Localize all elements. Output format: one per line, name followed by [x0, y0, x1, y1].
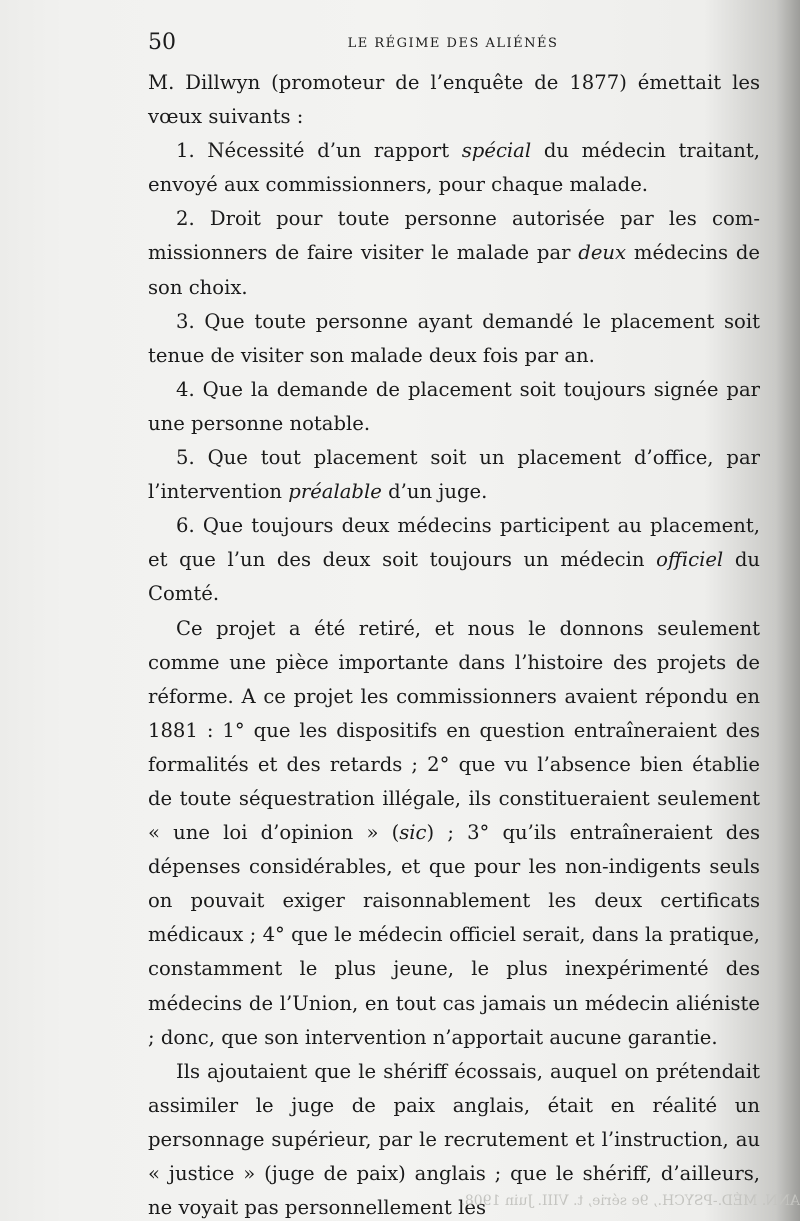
text-run: 2. Droit pour toute personne autorisée par les commissionners de faire visiter le malade par [148, 207, 760, 265]
italic-text: préalable [288, 480, 382, 504]
paragraph [148, 509, 760, 611]
text-run: M. Dillwyn (promoteur de l’enquête de 1877) émettait les vœux suivants : [148, 71, 760, 129]
text-run: Ils ajoutaient que le shériff écossais, auquel on prétendait assimiler le juge de paix anglais, était en réalité un personnage supérieur, par le recrutement et l’instruction, au « justice » (juge de paix) anglais ; que le shériff, d’ailleurs, ne voyait pas personnellement les [148, 1059, 760, 1220]
paragraph [148, 202, 760, 304]
italic-text: deux [578, 241, 627, 265]
text-run: 3. Que toute personne ayant demandé le placement soit tenue de visiter son malade deux fois par an. [148, 309, 760, 367]
paragraph [148, 612, 760, 1055]
text-run: du Comté. [148, 548, 761, 606]
text-run: Ce projet a été retiré, et nous le donnons seulement comme une pièce importante dans l’histoire des projets de réforme. A ce projet les commissionners avaient répondu en 1881 : 1° que les dispositifs en question entraîneraient des formalités et des retards ; 2° que vu l’absence bien établie de toute séquestration illégale, ils constitueraient seulement « une loi d’opinion » ( [148, 616, 760, 845]
text-run: d’un juge. [381, 480, 488, 504]
body-text [148, 66, 760, 1221]
text-run: 1. Nécessité d’un rapport [176, 139, 462, 163]
running-title: LE RÉGIME DES ALIÉNÉS [347, 36, 559, 51]
paragraph [148, 441, 760, 509]
paragraph [148, 305, 760, 373]
text-run: ) ; 3° qu’ils entraîneraient des dépenses considérables, et que pour les non-indigents seuls on pouvait exiger raisonnablement les deux certificats médicaux ; 4° que le médecin officiel serait, dans la pratique, constamment le plus jeune, le plus inexpérimenté des médecins de l’Union, en tout cas jamais un médecin aliéniste ; donc, que son intervention n’apportait aucune garantie. [148, 821, 760, 1049]
italic-text: sic [399, 821, 427, 845]
bleed-through-text: ANN. MÉD.-PSYCH., 9e série, t. VIII. Juin 1908. [460, 1193, 800, 1209]
text-run: médecins de son choix. [148, 241, 761, 299]
text-run: 4. Que la demande de placement soit toujours signée par une personne notable. [148, 377, 760, 435]
paragraph [148, 134, 760, 202]
text-run: du médecin traitant, envoyé aux commissionners, pour chaque malade. [148, 139, 760, 197]
italic-text: officiel [656, 548, 724, 572]
paragraph [148, 373, 760, 441]
italic-text: spécial [461, 139, 532, 163]
text-run: 5. Que tout placement soit un placement d’office, par l’intervention [148, 446, 760, 504]
page-header [148, 30, 758, 62]
paragraph [148, 66, 760, 134]
page-number: 50 [148, 30, 176, 55]
text-run: 6. Que toujours deux médecins participent au placement, et que l’un des deux soit toujours un médecin [148, 514, 760, 572]
